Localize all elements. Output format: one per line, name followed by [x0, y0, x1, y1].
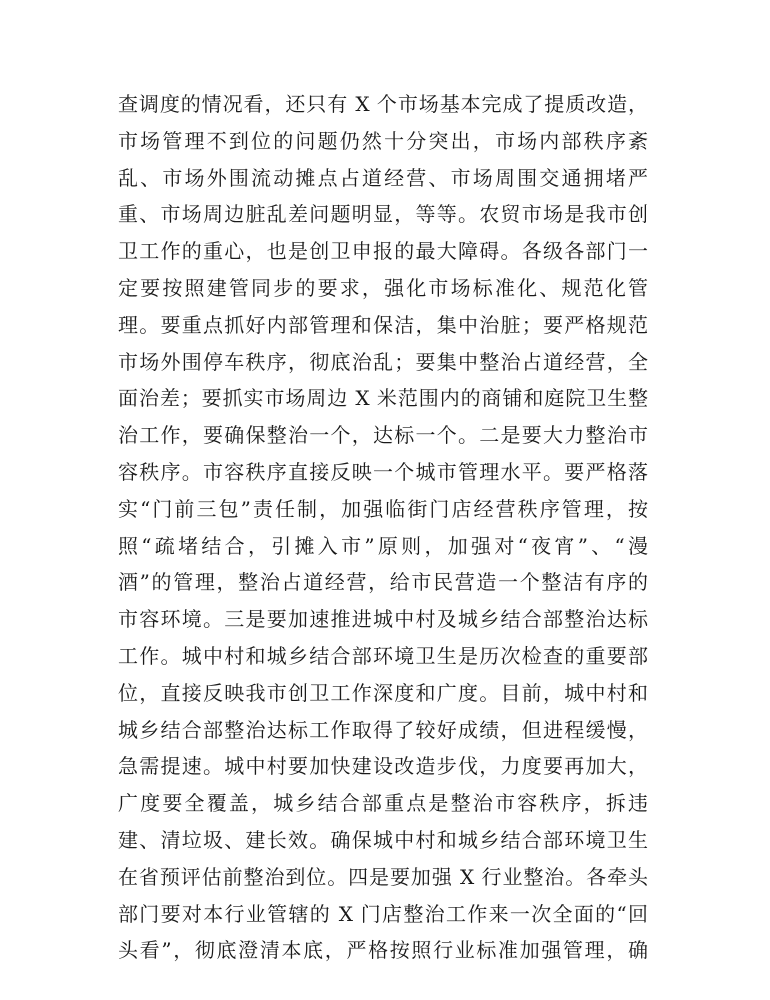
text-line: 建、清垃圾、建长效。确保城中村和城乡结合部环境卫生: [118, 827, 648, 852]
text-line: 酒”的管理，整治占道经营，给市民营造一个整洁有序的: [118, 570, 648, 595]
text-line: 实“门前三包”责任制，加强临街门店经营秩序管理，按: [118, 496, 648, 521]
text-line: 市场管理不到位的问题仍然十分突出，市场内部秩序紊: [118, 128, 648, 153]
text-line: 照“疏堵结合，引摊入市”原则，加强对“夜宵”、“漫: [118, 533, 648, 558]
text-line: 部门要对本行业管辖的 X 门店整治工作来一次全面的“回: [118, 901, 648, 926]
text-line: 查调度的情况看，还只有 X 个市场基本完成了提质改造，: [118, 92, 648, 116]
text-line: 工作。城中村和城乡结合部环境卫生是历次检查的重要部: [118, 643, 648, 668]
text-line: 广度要全覆盖，城乡结合部重点是整治市容秩序，拆违: [118, 791, 648, 816]
text-line: 市容环境。三是要加速推进城中村及城乡结合部整治达标: [118, 607, 648, 632]
text-line: 定要按照建管同步的要求，强化市场标准化、规范化管: [118, 275, 648, 300]
text-line: 市场外围停车秩序，彻底治乱；要集中整治占道经营，全: [118, 349, 648, 374]
text-line: 乱、市场外围流动摊点占道经营、市场周围交通拥堵严: [118, 165, 648, 190]
text-line: 容秩序。市容秩序直接反映一个城市管理水平。要严格落: [118, 459, 648, 484]
text-line: 治工作，要确保整治一个，达标一个。二是要大力整治市: [118, 423, 648, 448]
body-paragraph: [118, 86, 648, 969]
text-line: 急需提速。城中村要加快建设改造步伐，力度要再加大，: [118, 754, 648, 779]
text-line: 在省预评估前整治到位。四是要加强 X 行业整治。各牵头: [118, 864, 648, 889]
text-line: 面治差；要抓实市场周边 X 米范围内的商铺和庭院卫生整: [118, 386, 648, 411]
text-line: 头看”，彻底澄清本底，严格按照行业标准加强管理，确: [118, 938, 648, 963]
text-line: 卫工作的重心，也是创卫申报的最大障碍。各级各部门一: [118, 239, 648, 264]
text-line: 理。要重点抓好内部管理和保洁，集中治脏；要严格规范: [118, 312, 648, 337]
text-line: 城乡结合部整治达标工作取得了较好成绩，但进程缓慢，: [118, 717, 648, 742]
text-line: 位，直接反映我市创卫工作深度和广度。目前，城中村和: [118, 680, 648, 705]
text-line: 重、市场周边脏乱差问题明显，等等。农贸市场是我市创: [118, 202, 648, 227]
